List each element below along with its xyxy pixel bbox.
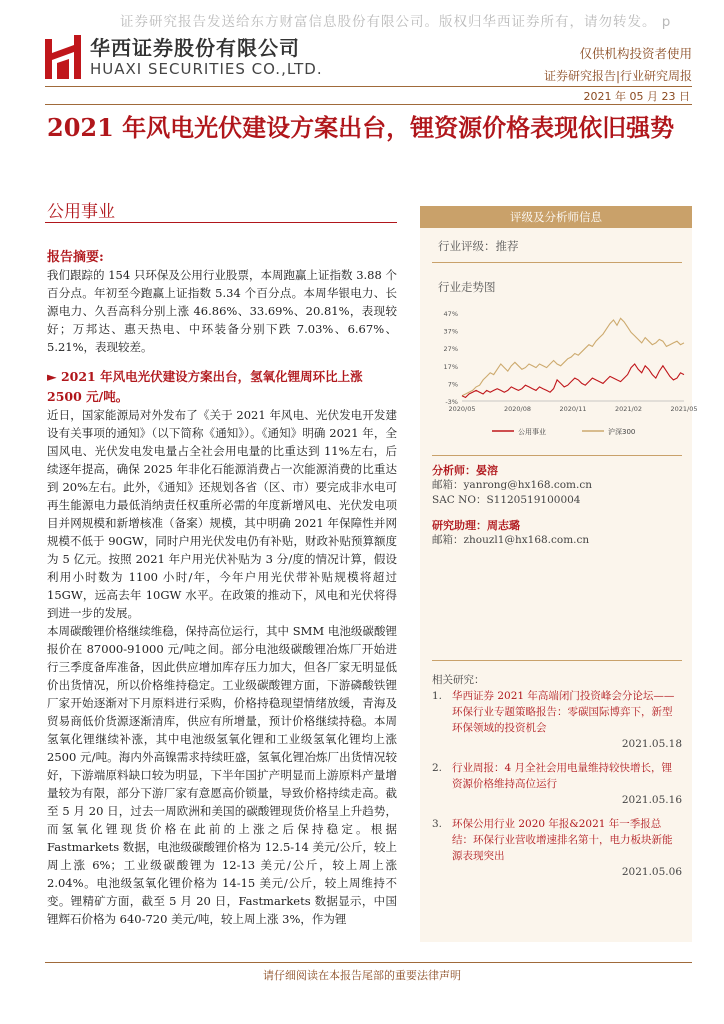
series-line-公用事业 (462, 364, 684, 398)
related-item-number: 1. (432, 690, 443, 702)
panel-divider (432, 262, 682, 263)
report-title: 2021 年风电光伏建设方案出台，锂资源价格表现依旧强势 (47, 113, 675, 142)
y-tick-label: 37% (443, 327, 458, 336)
assistant-name: 研究助理：周志璐 (432, 519, 520, 532)
industry-rating: 行业评级：推荐 (438, 239, 519, 253)
footer-divider (45, 962, 692, 963)
panel-heading: 评级及分析师信息 (420, 206, 692, 228)
legend-label: 沪深300 (608, 428, 636, 436)
x-tick-label: 2020/05 (448, 405, 476, 413)
summary-subheading: ► 2021 年风电光伏建设方案出台，氢氧化锂周环比上涨 2500 元/吨。 (47, 369, 363, 404)
y-tick-label: 27% (443, 345, 458, 354)
industry-trend-chart (432, 305, 698, 443)
y-tick-label: -3% (445, 398, 458, 406)
company-name-en: HUAXI SECURITIES CO.,LTD. (90, 60, 323, 78)
summary-paragraph-3: 本周碳酸锂价格继续维稳，保持高位运行，其中 SMM 电池级碳酸锂报价在 87000-91000 元/吨之间。部分电池级碳酸锂冶炼厂开始进行三季度备库准备，因此供应增加库存压力加大，但各厂家无明显低价出货情况，所以价格维持稳定。工业级碳酸锂方面，下游磷酸铁锂厂家开始逐渐对下月原料进行采购，价格持稳现望情绪放缓，青海及贸易商低价货源逐渐清库，供应有所增量，预计价格继续持稳。本周氢氧化锂继续补涨，其中电池级氢氧化锂和工业级氢氧化锂均上涨 2500 元/吨。海内外高镍需求持续旺盛，氢氧化锂冶炼厂出货情况较好，下游端原料缺口较为明显，下半年国扩产明显而上游原料产量增量较为有限，部分下游厂家有意愿高价锁量，导致价格持续走高。截至 5 月 20 日，过去一周欧洲和美国的碳酸锂现货价格呈上升趋势，而氢氧化锂现货价格在此前的上涨之后保持稳定。根据 Fastmarkets 数据，电池级碳酸锂价格为 12.5-14 美元/公斤，较上周上涨 6%；工业级碳酸锂为 12-13 美元/公斤，较上周上涨 2.04%。电池级氢氧化锂价格为 14-15 美元/公斤，较上周维持不变。锂精矿方面，截至 5 月 20 日，Fastmarkets 数据显示，中国锂辉石价格为 640-720 美元/吨，较上周上涨 3%，作为锂 (47, 624, 397, 926)
legend-label: 公用事业 (518, 428, 546, 436)
related-item-number: 3. (432, 818, 443, 830)
header-divider (45, 86, 692, 87)
x-tick-label: 2021/05 (670, 405, 698, 413)
related-item-date: 2021.05.18 (621, 738, 682, 750)
audience-note: 仅供机构投资者使用 (579, 46, 692, 61)
related-item-title[interactable]: 华西证券 2021 年高端闭门投资峰会分论坛——环保行业专题策略报告：零碳国际博弈下，新型环保领域的投资机会 (452, 690, 675, 734)
company-logo (45, 35, 81, 79)
related-item[interactable] (432, 816, 682, 864)
related-item-date: 2021.05.16 (621, 794, 682, 806)
related-item-date: 2021.05.06 (621, 866, 682, 878)
y-tick-label: 7% (447, 380, 458, 389)
summary-heading: 报告摘要: (47, 250, 104, 265)
sac-number: SAC NO：S1120519100004 (432, 494, 581, 506)
analyst-name: 分析师：晏溶 (432, 464, 498, 477)
y-tick-label: 47% (443, 310, 458, 318)
related-item[interactable] (432, 688, 682, 736)
x-tick-label: 2021/02 (614, 405, 643, 413)
analyst-email[interactable]: 邮箱：yanrong@hx168.com.cn (432, 479, 592, 491)
report-type: 证券研究报告|行业研究周报 (543, 69, 692, 83)
x-tick-label: 2020/11 (559, 405, 587, 413)
related-item-number: 2. (432, 762, 443, 774)
related-item[interactable] (432, 760, 682, 792)
sector-divider (45, 222, 397, 223)
report-date: 2021 年 05 月 23 日 (583, 90, 690, 103)
related-item-title[interactable]: 行业周报：4 月全社会用电量维持较快增长，锂资源价格维持高位运行 (452, 762, 673, 790)
related-item-title[interactable]: 环保公用行业 2020 年报&2021 年一季报总结：环保行业营收增速排名第十，电力板块新能源表现突出 (452, 818, 673, 862)
summary-paragraph-1: 我们跟踪的 154 只环保及公用行业股票，本周跑赢上证指数 3.88 个百分点。年初至今跑赢上证指数 5.34 个百分点。本周华银电力、长源电力、久吾高科分别上涨 46.86%、33.69%、20.81%，表现较好；万邦达、惠天热电、中环装备分别下跌 7.03%、6.67%、5.21%，表现较差。 (47, 268, 397, 354)
related-research-heading: 相关研究： (432, 674, 485, 686)
footer-disclaimer: 请仔细阅读在本报告尾部的重要法律声明 (263, 969, 461, 982)
sector-label: 公用事业 (47, 202, 115, 222)
x-tick-label: 2020/08 (503, 405, 532, 413)
header-divider-2 (45, 104, 692, 105)
y-tick-label: 17% (443, 362, 458, 371)
panel-divider (432, 660, 682, 661)
company-name-cn: 华西证券股份有限公司 (90, 36, 300, 60)
trend-chart-title: 行业走势图 (438, 280, 496, 294)
summary-paragraph-2: 近日，国家能源局对外发布了《关于 2021 年风电、光伏发电开发建设有关事项的通知》（以下简称《通知》）。《通知》明确 2021 年，全国风电、光伏发电发电量占全社会用电量的比重达到 11%左右，后续逐年提高，确保 2025 年非化石能源消费占一次能源消费的比重达到 20%左右。此外，《通知》还规划各省（区、市）要完成非水电可再生能源电力最低消纳责任权重所必需的年度新增风电、光伏发电项目并网规模和新增核准（备案）规模，其中明确 2021 年保障性并网规模不低于 90GW，同时户用光伏发电仍有补贴，财政补贴预算额度为 5 亿元。按照 2021 年户用光伏补贴为 3 分/度的情况计算，假设利用小时数为 1100 小时/年，今年户用光伏带补贴规模将超过 15GW，远高去年 10GW 水平。在政策的推动下，风电和光伏将得到进一步的发展。 (47, 408, 397, 620)
assistant-email[interactable]: 邮箱：zhouzl1@hx168.com.cn (432, 534, 590, 546)
series-line-沪深300 (462, 318, 684, 395)
watermark-text: 证券研究报告发送给东方财富信息股份有限公司。版权归华西证券所有，请勿转发。 p (120, 14, 672, 30)
panel-divider (432, 455, 682, 456)
